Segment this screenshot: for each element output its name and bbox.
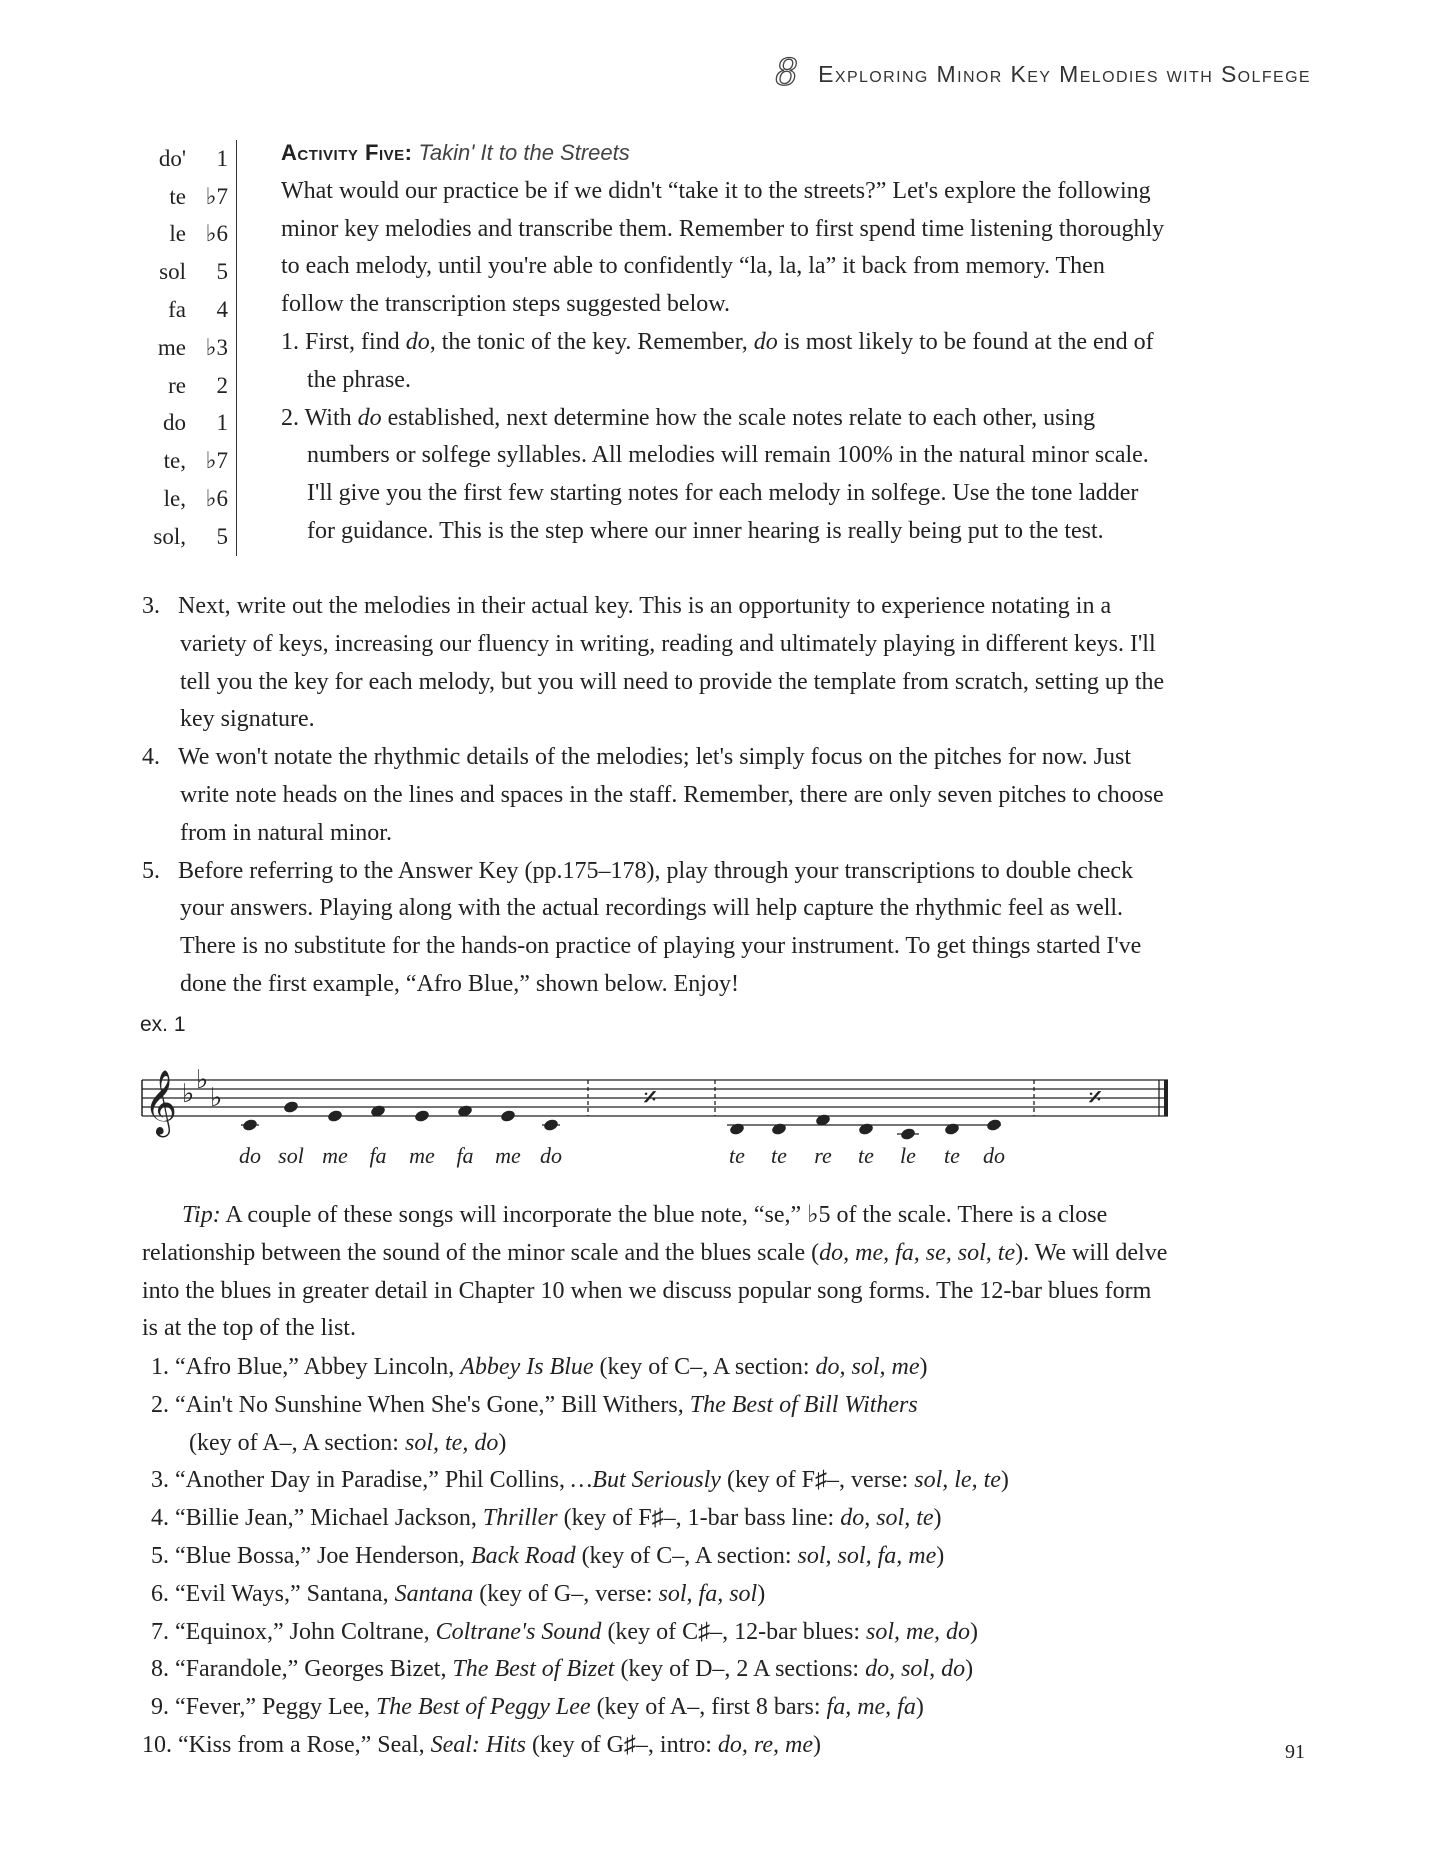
tone-ladder [128,140,237,556]
ladder-rung: te, ♭7 [163,448,228,474]
solfege-syllables [239,1143,1005,1168]
svg-text:do: do [239,1143,261,1168]
measure-3-notes [727,1113,1002,1141]
list-item: 6. “Evil Ways,” Santana, Santana (key of G–, verse: sol, fa, sol) [151,1580,766,1607]
note-head [500,1109,517,1123]
ladder-rung: sol 5 [159,259,228,285]
ladder-rung: re 2 [168,372,228,398]
list-item: 1. “Afro Blue,” Abbey Lincoln, Abbey Is Blue (key of C–, A section: do, sol, me) [151,1354,928,1380]
example-label: ex. 1 [140,1013,186,1036]
list-item: 8. “Farandole,” Georges Bizet, The Best of Bizet (key of D–, 2 A sections: do, sol, do) [151,1656,974,1683]
song-list [142,1349,1172,1765]
note-head [771,1122,788,1136]
svg-text:me: me [495,1143,521,1168]
tip-label: Tip: [182,1202,221,1228]
note-head [944,1122,961,1136]
chapter-title: Exploring Minor Key Melodies with Solfege [818,60,1311,87]
treble-clef-icon: 𝄞 [144,1070,178,1135]
step-1: 1. First, find do, the tonic of the key. Remember, do is most likely to be found at the end of the phrase. [281,328,1154,393]
note-head [900,1127,917,1141]
ladder-rung: le, ♭6 [163,486,228,512]
flat-icon: ♭ [196,1065,209,1095]
svg-text:do: do [540,1143,562,1168]
tip-paragraph: Tip: A couple of these songs will incorporate the blue note, “se,” ♭5 of the scale. There is a close relationship between the sound of the minor scale and the blues scale (do, me, fa, se, sol, te). We will delve into the blues in greater detail in Chapter 10 when we discuss popular song forms. The 12-bar blues form is at the top of the list. [142,1202,1168,1342]
svg-text:me: me [322,1143,348,1168]
note-head [986,1118,1003,1132]
step-4: 4. We won't notate the rhythmic details of the melodies; let's simply focus on the pitches for now. Just write note heads on the lines and spaces in the staff. Remember, there are only seven pitches to choose from in natural minor. [142,744,1164,846]
step-2: 2. With do established, next determine how the scale notes relate to each other, using numbers or solfege syllables. All melodies will remain 100% in the natural minor scale. I'll give you the first few starting notes for each melody in solfege. Use the tone ladder for guidance. This is the step where our inner hearing is really being put to the test. [281,404,1149,544]
svg-text:me: me [409,1143,435,1168]
ladder-rung: te ♭7 [169,183,228,209]
svg-text:te: te [771,1143,787,1168]
note-head [414,1109,431,1123]
list-item: 5. “Blue Bossa,” Joe Henderson, Back Road (key of C–, A section: sol, sol, fa, me) [151,1542,945,1569]
ladder-rung: me ♭3 [157,334,228,360]
measure-repeat-icon: 𝄎 [1088,1081,1102,1114]
ladder-rung: do 1 [163,410,228,436]
list-item: 2. “Ain't No Sunshine When She's Gone,” Bill Withers, The Best of Bill Withers (key of A–, A section: sol, te, do) [151,1391,918,1456]
list-item: 7. “Equinox,” John Coltrane, Coltrane's Sound (key of C♯–, 12-bar blues: sol, me, do) [151,1618,979,1645]
ladder-rung: fa 4 [168,297,228,323]
list-item: 3. “Another Day in Paradise,” Phil Collins, …But Seriously (key of F♯–, verse: sol, le, te) [151,1467,1009,1494]
music-staff [0,1030,1445,1180]
measure-repeat-icon: 𝄎 [643,1081,657,1114]
note-head [729,1122,746,1136]
list-item: 10. “Kiss from a Rose,” Seal, Seal: Hits (key of G♯–, intro: do, re, me) [142,1731,821,1758]
flat-icon: ♭ [182,1079,195,1109]
svg-text:te: te [858,1143,874,1168]
note-head [858,1122,875,1136]
svg-text:te: te [944,1143,960,1168]
activity-intro: What would our practice be if we didn't “take it to the streets?” Let's explore the following minor key melodies and transcribe them. Remember to first spend time listening thoroughly to each melody, until you're able to confidently “la, la, la” it back from memory. Then follow the transcription steps suggested below. [281,177,1165,318]
running-header [775,53,1311,94]
svg-text:fa: fa [369,1143,387,1168]
activity-title: Takin' It to the Streets [418,140,630,165]
ladder-rung: sol, 5 [153,523,228,549]
activity-label: Activity Five: [281,140,413,165]
svg-text:le: le [900,1143,916,1168]
steps-continued [142,588,1172,1004]
page-number: 91 [1285,1741,1305,1763]
note-head [283,1100,300,1114]
svg-text:re: re [814,1143,832,1168]
note-head [327,1109,344,1123]
ladder-rung: do' 1 [158,145,228,171]
svg-text:te: te [729,1143,745,1168]
list-item: 9. “Fever,” Peggy Lee, The Best of Peggy Lee (key of A–, first 8 bars: fa, me, fa) [151,1694,924,1721]
key-signature [182,1065,222,1113]
svg-text:sol: sol [278,1143,304,1168]
chapter-number: 8 [775,53,799,94]
flat-icon: ♭ [210,1083,223,1113]
note-head [242,1118,259,1132]
svg-text:do: do [983,1143,1005,1168]
activity-section [281,134,1171,551]
step-5: 5. Before referring to the Answer Key (pp.175–178), play through your transcriptions to double check your answers. Playing along with the actual recordings will help capture the rhythmic feel as well. There is no substitute for the hands-on practice of playing your instrument. To get things started I've done the first example, “Afro Blue,” shown below. Enjoy! [142,857,1142,997]
ladder-rung: le ♭6 [169,221,228,247]
svg-text:fa: fa [456,1143,474,1168]
list-item: 4. “Billie Jean,” Michael Jackson, Thriller (key of F♯–, 1-bar bass line: do, sol, te) [151,1505,942,1532]
activity-heading [281,134,1171,173]
step-3: 3. Next, write out the melodies in their actual key. This is an opportunity to experience notating in a variety of keys, increasing our fluency in writing, reading and ultimately playing in different keys. I'll tell you the key for each melody, but you will need to provide the template from scratch, setting up the key signature. [142,593,1165,733]
